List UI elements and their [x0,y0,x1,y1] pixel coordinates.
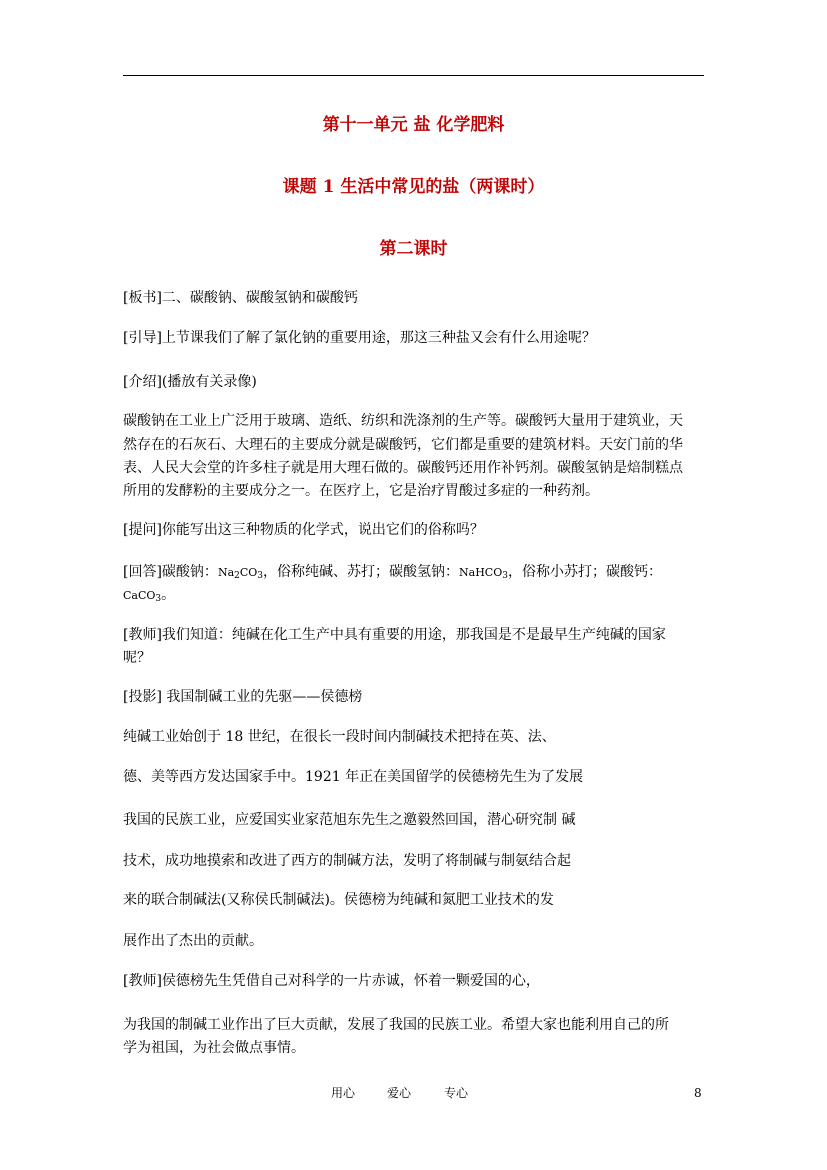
answer-text-b: ，俗称纯碱、苏打；碳酸氢钠： [263,564,460,580]
paragraph-uses-line-3: 表、人民大会堂的许多柱子就是用大理石做的。碳酸钙还用作补钙剂。碳酸氢钠是焙制糕点 [123,460,683,476]
paragraph-teacher-line-2: 呢？ [123,650,151,666]
formula-sodium-carbonate: $Na_2CO_3$ [217,566,264,581]
paragraph-answer-line-1 [123,561,708,584]
paragraph-intro: [介绍](播放有关录像) [123,374,257,390]
answer-text-d: 。 [161,587,176,603]
paragraph-projection: [投影] 我国制碱工业的先驱——侯德榜 [123,689,363,705]
paragraph-history-4: 技术，成功地摸索和改进了西方的制碱方法，发明了将制碱与制氨结合起 [123,853,571,869]
paragraph-closing-line-1: 为我国的制碱工业作出了巨大贡献，发展了我国的民族工业。希望大家也能利用自己的所 [123,1017,669,1033]
paragraph-uses-line-4: 所用的发酵粉的主要成分之一。在医疗上，它是治疗胃酸过多症的一种药剂。 [123,483,599,499]
paragraph-history-6: 展作出了杰出的贡献。 [123,933,263,949]
answer-text-c: ，俗称小苏打；碳酸钙： [507,564,662,580]
page-number: 8 [694,1086,702,1100]
paragraph-answer-line-2 [123,584,708,607]
paragraph-teacher-2: [教师]侯德榜先生凭借自己对科学的一片赤诚，怀着一颗爱国的心， [123,973,540,989]
footer-motto-2: 爱心 [387,1086,412,1100]
header-rule [123,75,704,76]
paragraph-history-2: 德、美等西方发达国家手中。1921 年正在美国留学的侯德榜先生为了发展 [123,769,584,785]
answer-text-a: [回答]碳酸钠： [123,564,218,580]
document-subtitle: 课题 1 生活中常见的盐（两课时） [282,177,545,197]
paragraph-board: [板书]二、碳酸钠、碳酸氢钠和碳酸钙 [123,290,358,306]
paragraph-closing-line-2: 学为祖国，为社会做点事情。 [123,1040,305,1056]
document-title: 第十一单元 盐 化学肥料 [322,115,505,135]
paragraph-uses-line-1: 碳酸钠在工业上广泛用于玻璃、造纸、纺织和洗涤剂的生产等。碳酸钙大量用于建筑业，天 [123,413,683,429]
section-title: 第二课时 [379,239,448,259]
formula-sodium-bicarbonate: NaHCO$_3$ [459,566,508,581]
paragraph-question: [提问]你能写出这三种物质的化学式，说出它们的俗称吗？ [123,522,484,538]
paragraph-history-1: 纯碱工业始创于 18 世纪，在很长一段时间内制碱技术把持在英、法、 [123,729,556,745]
paragraph-history-5: 来的联合制碱法(又称侯氏制碱法)。侯德榜为纯碱和氮肥工业技术的发 [123,892,554,908]
formula-calcium-carbonate: CaCO$_3$ [123,589,162,604]
paragraph-uses-line-2: 然存在的石灰石、大理石的主要成分就是碳酸钙，它们都是重要的建筑材料。天安门前的华 [123,437,683,453]
paragraph-history-3: 我国的民族工业，应爱国实业家范旭东先生之邀毅然回国，潜心研究制 碱 [123,812,576,828]
footer-motto-3: 专心 [444,1086,469,1100]
footer-motto-1: 用心 [331,1086,356,1100]
paragraph-teacher-line-1: [教师]我们知道：纯碱在化工生产中具有重要的用途，那我国是不是最早生产纯碱的国家 [123,627,666,643]
paragraph-guide: [引导]上节课我们了解了氯化钠的重要用途，那这三种盐又会有什么用途呢？ [123,330,596,346]
